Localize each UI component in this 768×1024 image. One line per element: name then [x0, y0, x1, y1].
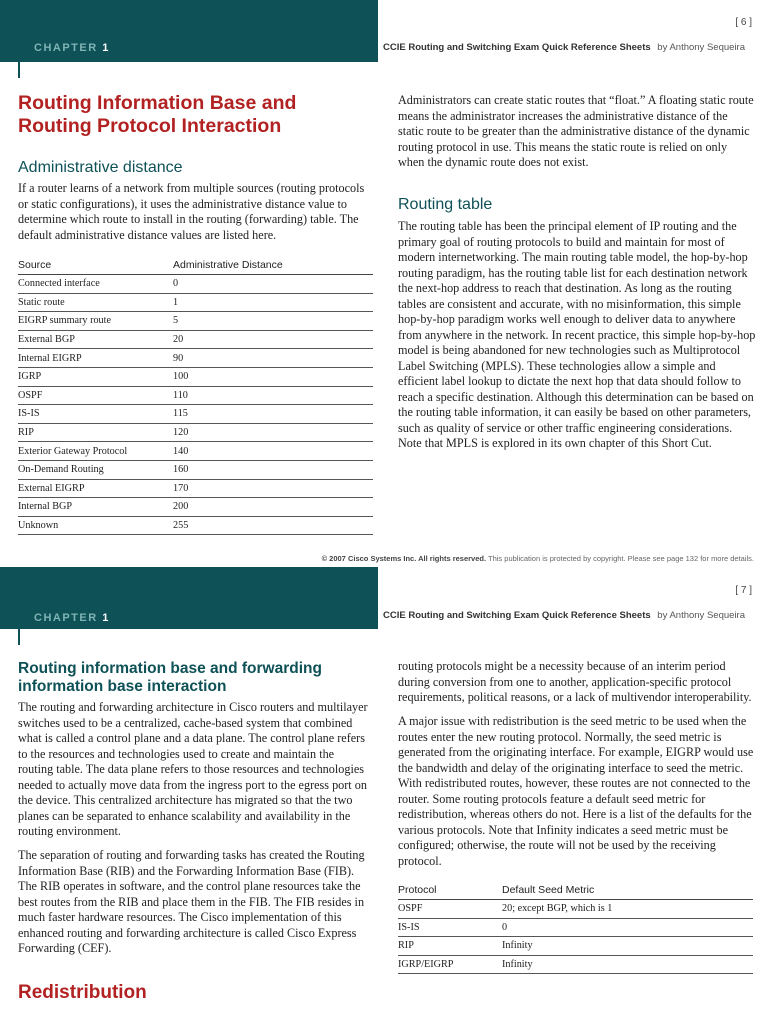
table-cell-value: 0 [502, 918, 753, 937]
chapter-label [34, 42, 110, 54]
table-cell-value: 5 [173, 312, 373, 331]
header-tick-mark [18, 62, 20, 78]
copyright-text: This publication is protected by copyright. Please see page 132 for more details. [488, 554, 754, 563]
table-row [398, 900, 753, 919]
table-row [18, 460, 373, 479]
table-cell-value: 160 [173, 460, 373, 479]
table-cell-value: 100 [173, 367, 373, 386]
table-row [18, 293, 373, 312]
table-cell-label: IGRP/EIGRP [398, 955, 502, 974]
rib-fib-paragraph-2: The separation of routing and forwarding tasks has created the Routing Information Base (RIB) and the Forwarding Information Base (FIB). The RIB operates in software, and the control plane resources take the best routes from the RIB and place them in the FIB. The FIB resides in much faster hardware resources. The Cisco implementation of this enhanced routing and forwarding architecture is called Cisco Express Forwarding (CEF). [18, 848, 365, 955]
table-row [18, 405, 373, 424]
table-header-row [398, 882, 753, 900]
table-cell-label: EIGRP summary route [18, 312, 173, 331]
book-author: by Anthony Sequeira [657, 610, 745, 621]
table-row [398, 955, 753, 974]
table-row [18, 367, 373, 386]
rib-fib-paragraph-1: The routing and forwarding architecture in Cisco routers and multilayer switches used to be a centralized, cache-based system that combined what is called a control plane and a data plane. The control plane refers to the resources and technologies used to create and maintain the routing table. The data plane refers to those resources and technologies needed to actually move data from the ingress port to the egress port on the device. This centralized architecture has migrated so that the two planes can be separated to enhance scalability and availability in the routing environment. [18, 700, 368, 838]
table-cell-label: Static route [18, 293, 173, 312]
table-cell-value: Infinity [502, 937, 753, 956]
table-cell-label: IS-IS [18, 405, 173, 424]
section-title-redistribution: Redistribution [18, 982, 147, 1003]
table-cell-label: OSPF [398, 900, 502, 919]
table-cell-label: On-Demand Routing [18, 460, 173, 479]
table-row [18, 312, 373, 331]
table-row [18, 442, 373, 461]
table-cell-label: RIP [398, 937, 502, 956]
copyright-notice [322, 554, 754, 563]
administrative-distance-table [18, 257, 373, 535]
chapter-word: CHAPTER [34, 42, 98, 54]
table-cell-label: Unknown [18, 516, 173, 535]
table-cell-label: IS-IS [398, 918, 502, 937]
routing-table-paragraph: The routing table has been the principal element of IP routing and the primary goal of routing protocols to build and maintain for most of modern internetworking. The main routing table model, the hop-by-hop routing paradigm, has the routing table list for each destination network the next-hop address to reach that destination. As long as the routing tables are consistent and accurate, with no misinformation, this simple hop-by-hop paradigm works well enough to deliver data to anywhere from anywhere in the network. In recent practice, this simple hop-by-hop model is being abandoned for new technologies such as Multiprotocol Label Switching (MPLS). These technologies allow a simple and efficient label lookup to dictate the next hop that data should follow to reach a specific destination. Although this determination can be based on the routing table information, it can easily be based on other parameters, such as quality of service or other traffic engineering considerations. Note that MPLS is explored in its own chapter of this Short Cut. [398, 219, 756, 450]
column-header-distance: Administrative Distance [173, 257, 373, 275]
column-header-protocol: Protocol [398, 882, 502, 900]
table-cell-label: Internal BGP [18, 498, 173, 517]
chapter-header-block [0, 567, 378, 629]
redistribution-continued-paragraph: routing protocols might be a necessity because of an interim period during conversion from one to another, application-specific protocol requirements, political reasons, or a lack of multivendor interoperability. [398, 659, 752, 704]
floating-static-route-paragraph: Administrators can create static routes that “float.” A floating static route means the administrator increases the administrative distance of the static route to be greater than the administrative distance of the dynamic routing protocol in use. This means the static route is relied on only when the dynamic route does not exist. [398, 93, 754, 169]
table-row [18, 330, 373, 349]
table-cell-value: 170 [173, 479, 373, 498]
seed-metric-paragraph: A major issue with redistribution is the seed metric to be used when the routes enter the new routing protocol. Normally, the seed metric is generated from the originating interface. For example, EIGRP would use the bandwidth and delay of the originating interface to seed the metric. With redistributed routes, however, these routes are not connected to the router. Some routing protocols feature a default seed metric for redistribution, whereas others do not. Here is a list of the defaults for the various protocols. Note that Infinity indicates a seed metric must be configured; otherwise, the route will not be used by the receiving protocol. [398, 714, 754, 868]
table-cell-value: 255 [173, 516, 373, 535]
chapter-word: CHAPTER [34, 612, 98, 624]
table-cell-label: RIP [18, 423, 173, 442]
chapter-label [34, 612, 110, 624]
book-title: CCIE Routing and Switching Exam Quick Reference Sheets [383, 42, 651, 53]
page-7 [0, 565, 768, 1024]
table-row [18, 386, 373, 405]
main-title: Routing Information Base and Routing Protocol Interaction [18, 92, 297, 137]
table-cell-value: 115 [173, 405, 373, 424]
table-cell-value: 20; except BGP, which is 1 [502, 900, 753, 919]
table-cell-label: OSPF [18, 386, 173, 405]
table-row [398, 918, 753, 937]
table-cell-label: Connected interface [18, 275, 173, 294]
table-cell-label: External BGP [18, 330, 173, 349]
header-tick-mark [18, 629, 20, 645]
table-cell-value: 1 [173, 293, 373, 312]
chapter-number: 1 [102, 612, 110, 624]
column-header-source: Source [18, 257, 173, 275]
table-cell-value: 20 [173, 330, 373, 349]
page-number: [ 6 ] [735, 17, 752, 28]
column-header-seed-metric: Default Seed Metric [502, 882, 753, 900]
book-author: by Anthony Sequeira [657, 42, 745, 53]
table-cell-value: 110 [173, 386, 373, 405]
seed-metric-table [398, 882, 753, 974]
table-header-row [18, 257, 373, 275]
table-row [18, 516, 373, 535]
table-row [18, 498, 373, 517]
table-cell-label: IGRP [18, 367, 173, 386]
running-title [383, 42, 745, 53]
section-title-rib-fib: Routing information base and forwarding information base interaction [18, 660, 322, 695]
table-cell-value: 120 [173, 423, 373, 442]
table-cell-label: Internal EIGRP [18, 349, 173, 368]
table-row [18, 275, 373, 294]
book-title: CCIE Routing and Switching Exam Quick Reference Sheets [383, 610, 651, 621]
table-row [398, 937, 753, 956]
administrative-distance-paragraph: If a router learns of a network from multiple sources (routing protocols or static configurations), it uses the administrative distance value to determine which route to install in the routing (forwarding) table. The default administrative distance values are listed here. [18, 181, 365, 242]
section-title-routing-table: Routing table [398, 196, 493, 213]
running-title [383, 610, 745, 621]
chapter-number: 1 [102, 42, 110, 54]
copyright-bold: © 2007 Cisco Systems Inc. All rights reserved. [321, 554, 487, 563]
table-cell-value: 0 [173, 275, 373, 294]
table-cell-label: Exterior Gateway Protocol [18, 442, 173, 461]
table-row [18, 349, 373, 368]
table-row [18, 479, 373, 498]
page-number: [ 7 ] [735, 585, 752, 596]
table-cell-label: External EIGRP [18, 479, 173, 498]
table-cell-value: 90 [173, 349, 373, 368]
table-cell-value: Infinity [502, 955, 753, 974]
table-row [18, 423, 373, 442]
table-cell-value: 140 [173, 442, 373, 461]
chapter-header-block [0, 0, 378, 62]
table-cell-value: 200 [173, 498, 373, 517]
section-title-administrative-distance: Administrative distance [18, 159, 183, 176]
